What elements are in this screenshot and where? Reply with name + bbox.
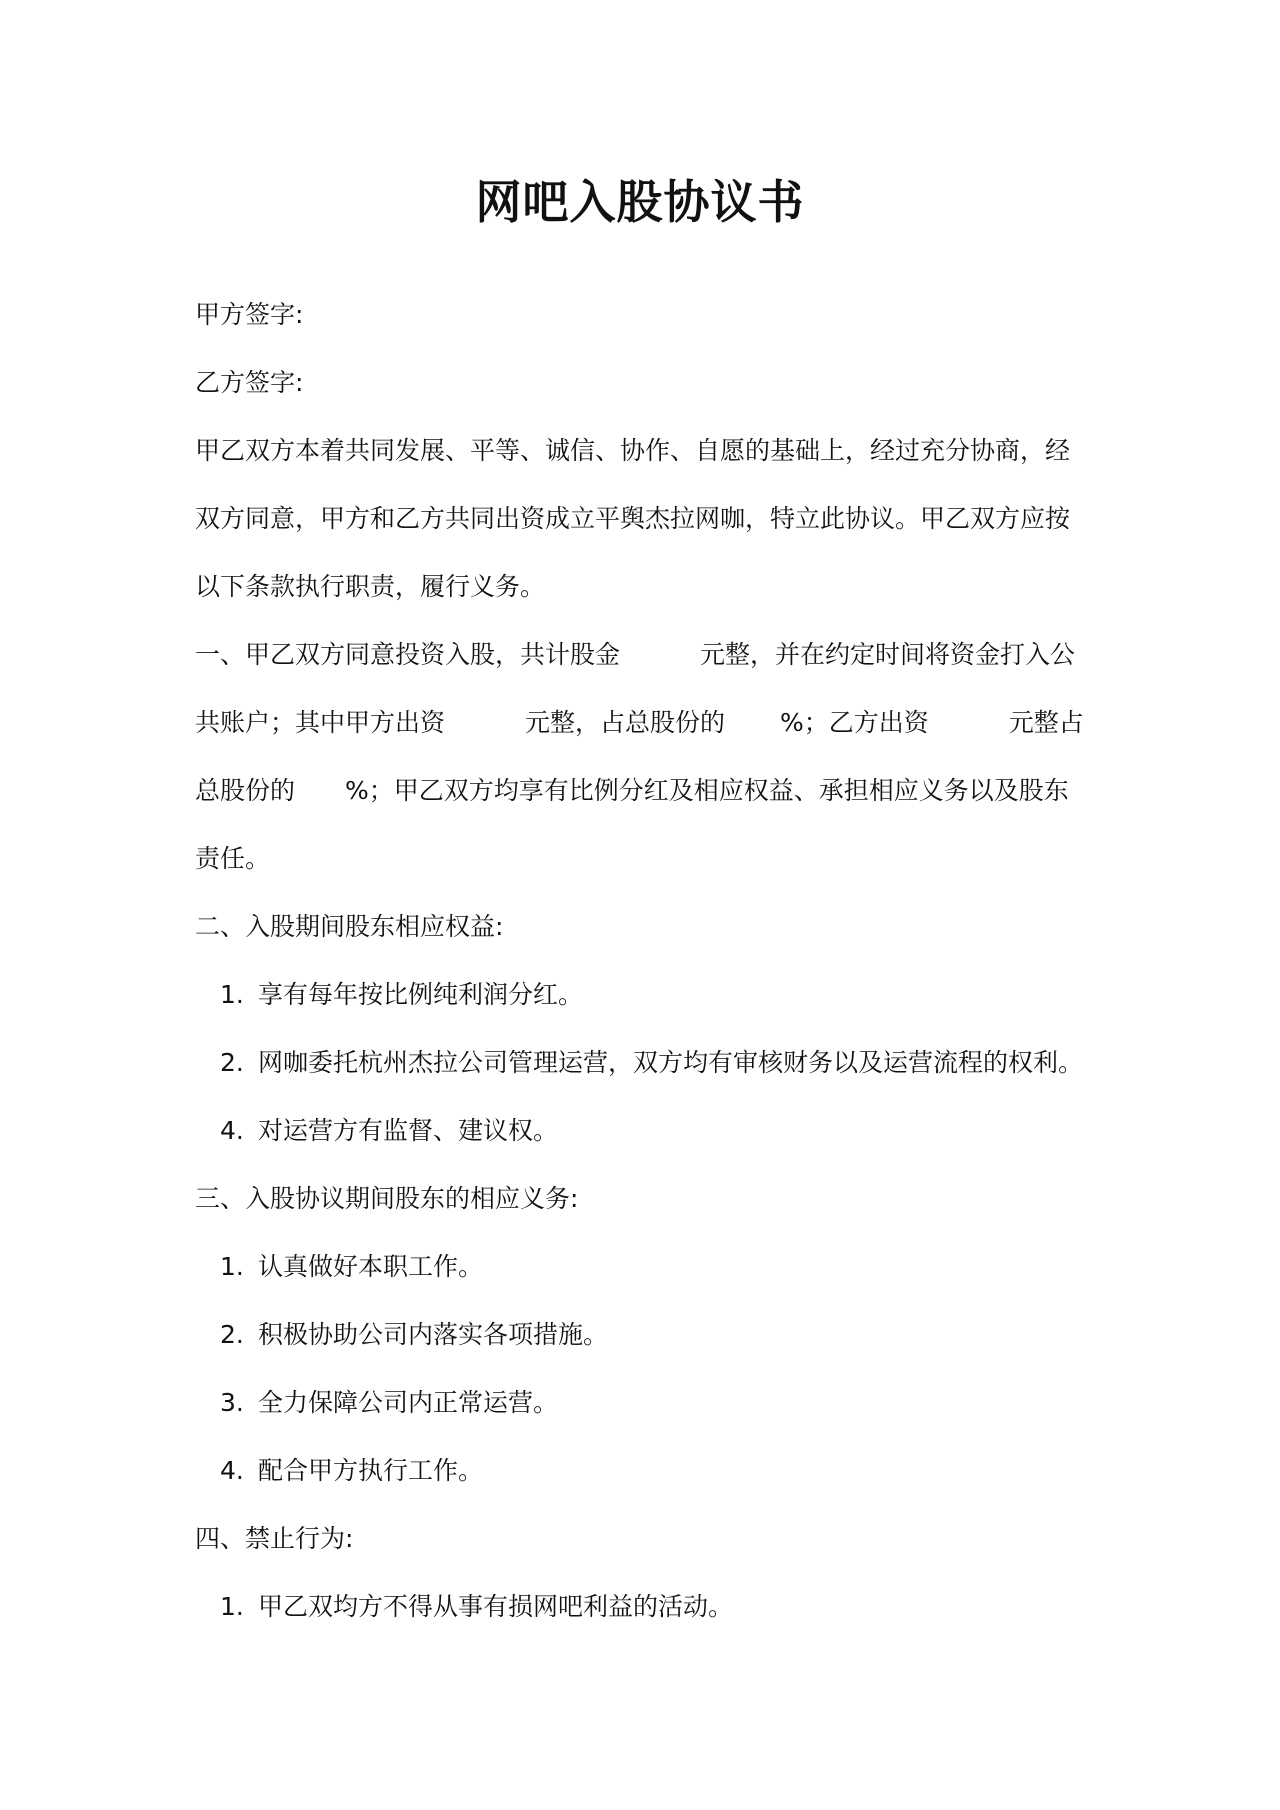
clause-1-text: 元整占 [1008, 708, 1084, 737]
clause-1-text: 总股份的 [195, 776, 296, 805]
section-2-heading: 二、入股期间股东相应权益: [195, 912, 504, 941]
clause-1-text: 一、甲乙双方同意投资入股，共计股金 [195, 640, 621, 669]
list-item [220, 1301, 1100, 1369]
list-item [220, 1097, 1100, 1165]
party-b-signature-label: 乙方签字: [195, 368, 304, 397]
list-text: 享有每年按比例纯利润分红。 [258, 980, 584, 1009]
list-number: 3. [220, 1388, 244, 1417]
list-number: 4. [220, 1456, 244, 1485]
clause-1-text: %；甲乙双方均享有比例分红及相应权益、承担相应义务以及股东 [345, 776, 1069, 805]
list-text: 积极协助公司内落实各项措施。 [258, 1320, 609, 1349]
list-item [220, 1029, 1100, 1097]
list-item [220, 1437, 1100, 1505]
intro-line: 甲乙双方本着共同发展、平等、诚信、协作、自愿的基础上，经过充分协商，经 [195, 436, 1071, 465]
list-item [220, 961, 1100, 1029]
list-number: 2. [220, 1048, 244, 1077]
party-a-signature-label: 甲方签字: [195, 300, 304, 329]
list-item [220, 1573, 1100, 1641]
intro-paragraph [195, 417, 1095, 621]
clause-1-line-4: 责任。 [195, 844, 271, 873]
list-number: 1. [220, 980, 244, 1009]
list-text: 配合甲方执行工作。 [258, 1456, 484, 1485]
clause-1-text: 元整，占总股份的 [525, 708, 726, 737]
section-4-heading: 四、禁止行为: [195, 1524, 354, 1553]
list-number: 1. [220, 1252, 244, 1281]
clause-1-paragraph [195, 621, 1095, 893]
list-text: 对运营方有监督、建议权。 [258, 1116, 559, 1145]
clause-1-text: 共账户；其中甲方出资 [195, 708, 446, 737]
clause-1-text: %；乙方出资 [780, 708, 929, 737]
list-number: 2. [220, 1320, 244, 1349]
list-item [220, 1369, 1100, 1437]
clause-1-line-2 [195, 689, 1095, 757]
document-title: 网吧入股协议书 [475, 175, 805, 229]
intro-line: 双方同意，甲方和乙方共同出资成立平舆杰拉网咖，特立此协议。甲乙双方应按 [195, 504, 1071, 533]
list-item [220, 1233, 1100, 1301]
clause-1-line-3 [195, 757, 1095, 825]
list-number: 1. [220, 1592, 244, 1621]
intro-line: 以下条款执行职责，履行义务。 [195, 572, 546, 601]
list-text: 认真做好本职工作。 [258, 1252, 484, 1281]
list-number: 4. [220, 1116, 244, 1145]
clause-1-line-1 [195, 621, 1095, 689]
list-text: 甲乙双均方不得从事有损网吧利益的活动。 [258, 1592, 734, 1621]
list-text: 全力保障公司内正常运营。 [258, 1388, 559, 1417]
list-text: 网咖委托杭州杰拉公司管理运营，双方均有审核财务以及运营流程的权利。 [258, 1048, 1084, 1077]
section-3-heading: 三、入股协议期间股东的相应义务: [195, 1184, 579, 1213]
clause-1-text: 元整，并在约定时间将资金打入公 [700, 640, 1076, 669]
